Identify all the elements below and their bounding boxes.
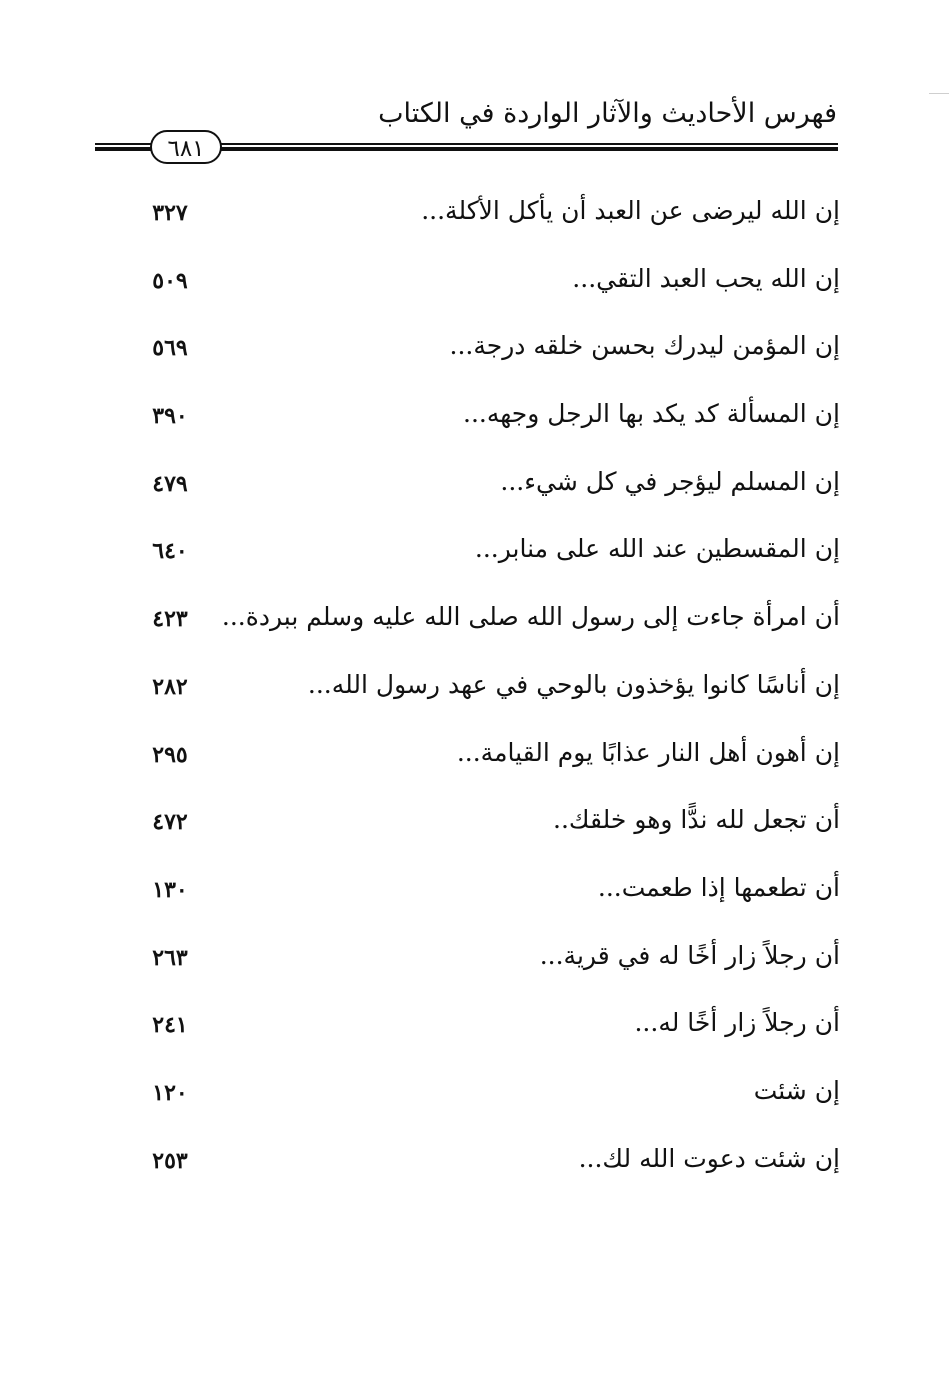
hadith-text: إن شئت دعوت الله لك... (578, 1143, 840, 1173)
index-entry (130, 720, 850, 788)
index-entry (130, 246, 850, 314)
hadith-text: إن أهون أهل النار عذابًا يوم القيامة... (456, 737, 840, 767)
page-reference: ٢٨٢ (152, 673, 188, 700)
index-entry (130, 652, 850, 720)
page-reference: ٣٢٧ (152, 200, 188, 226)
hadith-text: إن الله يحب العبد التقي... (572, 263, 840, 293)
hadith-text: أن تطعمها إذا طعمت... (597, 872, 840, 902)
index-entry (130, 313, 850, 381)
index-entry (130, 923, 850, 991)
page-reference: ٤٧٩ (152, 470, 188, 497)
index-entry (130, 381, 850, 449)
hadith-text: أن امرأة جاءت إلى رسول الله صلى الله عليه وسلم ببردة... (221, 602, 840, 632)
page-reference: ٤٢٣ (152, 606, 188, 633)
index-entry (130, 990, 850, 1058)
page-reference: ٢٥٣ (152, 1147, 188, 1174)
index-entry (130, 584, 850, 652)
hadith-text: أن تجعل لله ندًّا وهو خلقك.. (553, 805, 840, 835)
page-reference: ٥٦٩ (152, 335, 188, 362)
index-entry (130, 449, 850, 517)
hadith-text: إن شئت (753, 1075, 840, 1105)
index-entry (130, 1126, 850, 1194)
hadith-text: إن المؤمن ليدرك بحسن خلقه درجة... (449, 331, 840, 361)
page-reference: ٤٧٢ (152, 809, 188, 836)
hadith-text: إن المسلم ليؤجر في كل شيء... (500, 466, 840, 496)
running-title: فهرس الأحاديث والآثار الواردة في الكتاب (378, 98, 837, 129)
page-reference: ١٣٠ (152, 876, 188, 903)
hadith-text: إن المقسطين عند الله على منابر... (474, 534, 840, 564)
page-reference: ٢٩٥ (152, 741, 188, 768)
index-entry (130, 178, 850, 246)
page-reference: ٢٦٣ (152, 944, 188, 971)
page-reference: ٢٤١ (152, 1012, 188, 1039)
index-entry (130, 855, 850, 923)
index-entry (130, 516, 850, 584)
page-reference: ٥٠٩ (152, 267, 188, 294)
index-entry (130, 1058, 850, 1126)
index-entry (130, 787, 850, 855)
hadith-text: إن المسألة كد يكد بها الرجل وجهه... (463, 399, 840, 429)
hadith-text: إن أناسًا كانوا يؤخذون بالوحي في عهد رسول الله... (307, 669, 840, 699)
page-reference: ١٢٠ (152, 1079, 188, 1106)
scan-edge-mark (929, 93, 949, 94)
hadith-text: أن رجلاً زار أخًا له... (634, 1008, 840, 1038)
hadith-index-list (130, 178, 850, 1193)
page-reference: ٣٩٠ (152, 403, 188, 430)
hadith-text: إن الله ليرضى عن العبد أن يأكل الأكلة... (421, 196, 840, 225)
page-number-badge: ٦٨١ (150, 130, 222, 164)
page-reference: ٦٤٠ (152, 538, 188, 565)
hadith-text: أن رجلاً زار أخًا له في قرية... (539, 940, 840, 970)
